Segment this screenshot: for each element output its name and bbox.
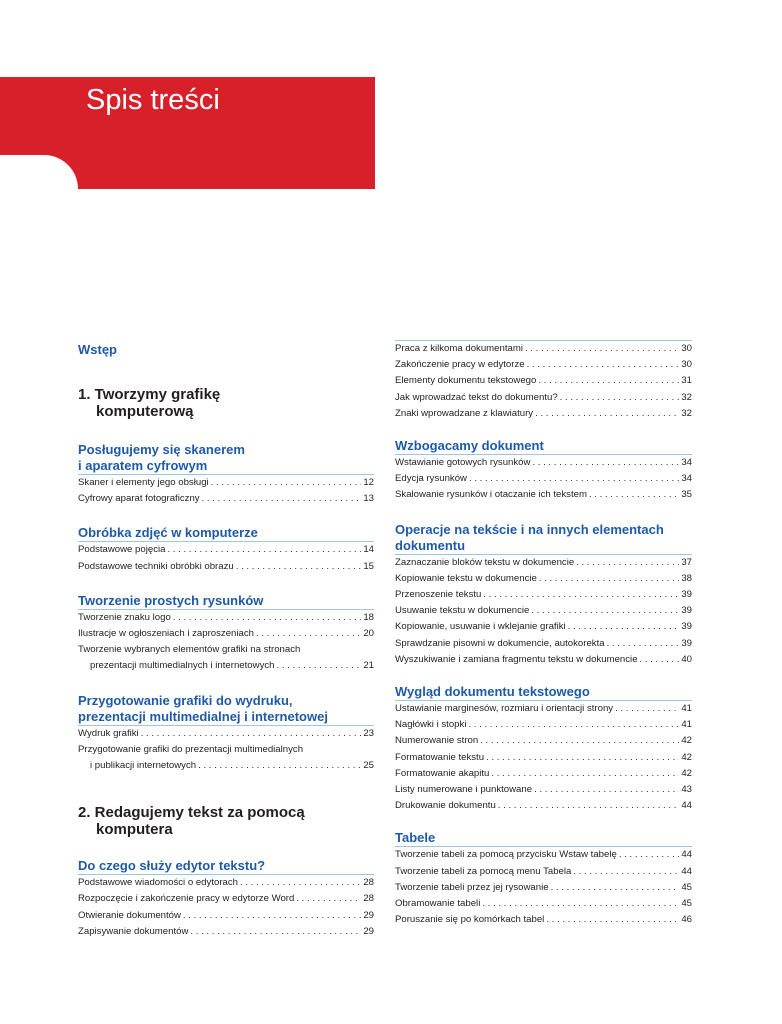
entry-leader (468, 717, 679, 733)
entry-leader (551, 880, 680, 896)
entry-page: 28 (363, 893, 374, 905)
entry-leader (525, 341, 679, 357)
entry-leader (296, 891, 361, 907)
entry-page: 15 (363, 560, 374, 572)
section-heading-line: i aparatem cyfrowym (78, 458, 208, 473)
entry-title: Jak wprowadzać tekst do dokumentu? (395, 391, 558, 403)
entry-title-line1: Tworzenie wybranych elementów grafiki na stronach (78, 644, 301, 656)
toc-entry[interactable] (395, 455, 692, 471)
section-heading-edytor: Do czego służy edytor tekstu? (78, 858, 266, 874)
entry-page: 13 (363, 493, 374, 505)
toc-entry[interactable] (395, 766, 692, 782)
entry-leader (167, 542, 361, 558)
toc-entry[interactable] (78, 908, 374, 924)
entry-title: Zaznaczanie bloków tekstu w dokumencie (395, 556, 575, 568)
entry-title: Ilustracje w ogłoszeniach i zaproszeniach (78, 628, 254, 640)
entry-title: Rozpoczęcie i zakończenie pracy w edytorze Word (78, 893, 295, 905)
toc-entry[interactable] (395, 847, 692, 863)
entry-page: 30 (681, 359, 692, 371)
entry-page: 32 (681, 391, 692, 403)
entry-title: Poruszanie się po komórkach tabel (395, 914, 545, 926)
section-heading-wstep: Wstęp (78, 342, 117, 357)
entry-leader (589, 487, 679, 503)
entry-leader (469, 471, 679, 487)
entry-page: 44 (681, 800, 692, 812)
entry-leader (480, 733, 679, 749)
toc-right-column (395, 340, 692, 928)
toc-entry[interactable] (395, 390, 692, 406)
toc-entry[interactable] (395, 571, 692, 587)
entry-title: Cyfrowy aparat fotograficzny (78, 493, 200, 505)
entry-page: 23 (363, 727, 374, 739)
entry-page: 28 (363, 877, 374, 889)
entry-leader (535, 406, 679, 422)
section-heading-skaner (78, 442, 374, 474)
section-heading-line: dokumentu (395, 537, 466, 553)
entry-page: 39 (681, 589, 692, 601)
toc-entry[interactable] (395, 750, 692, 766)
toc-entry[interactable] (395, 717, 692, 733)
toc-entry-multiline[interactable] (78, 642, 374, 674)
entry-title-line2: prezentacji multimedialnych i internetowych (90, 660, 275, 672)
chapter-2-title-line1: 2. Redagujemy tekst za pomocą (78, 804, 305, 822)
entry-page: 34 (681, 473, 692, 485)
entry-leader (546, 912, 679, 928)
entry-leader (573, 864, 679, 880)
toc-entry[interactable] (395, 487, 692, 503)
entry-leader (141, 726, 362, 742)
entry-leader (240, 875, 361, 891)
page-title: Spis treści (86, 84, 220, 116)
entry-page: 20 (363, 628, 374, 640)
entry-page: 35 (681, 489, 692, 501)
entry-title: Podstawowe pojęcia (78, 544, 166, 556)
toc-entry[interactable] (395, 896, 692, 912)
entry-title: Praca z kilkoma dokumentami (395, 343, 523, 354)
entry-title: Podstawowe techniki obróbki obrazu (78, 560, 234, 572)
entry-page: 39 (681, 605, 692, 617)
toc-entry[interactable] (395, 864, 692, 880)
toc-entry[interactable] (395, 912, 692, 928)
entry-page: 12 (363, 477, 374, 488)
entry-title: Obramowanie tabeli (395, 898, 481, 910)
entry-leader (534, 782, 679, 798)
entry-title: Wyszukiwanie i zamiana fragmentu tekstu w dokumencie (395, 653, 638, 665)
entry-title: Znaki wprowadzane z klawiatury (395, 407, 534, 419)
toc-entry[interactable] (78, 542, 374, 558)
toc-entry-multiline[interactable] (78, 742, 374, 774)
entry-page: 44 (681, 865, 692, 877)
entry-title: Skalowanie rysunków i otaczanie ich tekstem (395, 489, 587, 501)
entry-title: Drukowanie dokumentu (395, 800, 496, 812)
chapter-1-title-line2: komputerową (96, 403, 194, 420)
entry-title: Tworzenie tabeli za pomocą menu Tabela (395, 865, 572, 877)
toc-entry[interactable] (395, 652, 692, 668)
entry-leader (491, 766, 679, 782)
entry-title: Otwieranie dokumentów (78, 909, 181, 921)
entry-leader (498, 798, 680, 814)
chapter-1-title-line1: 1. Tworzymy grafikę (78, 386, 221, 403)
entry-leader (277, 658, 362, 674)
entry-title: Skaner i elementy jego obsługi (78, 477, 209, 488)
entry-title: Elementy dokumentu tekstowego (395, 375, 537, 387)
entry-page: 40 (681, 653, 692, 665)
entry-title: Nagłówki i stopki (395, 719, 467, 731)
entry-title: Tworzenie tabeli za pomocą przycisku Wstaw tabelę (395, 849, 617, 861)
toc-entry[interactable] (78, 475, 374, 491)
entry-page: 41 (681, 719, 692, 731)
toc-entry[interactable] (78, 491, 374, 507)
entry-title: Listy numerowane i punktowane (395, 784, 533, 796)
chapter-2-title (78, 804, 374, 838)
section-heading-operacje (395, 522, 692, 554)
entry-leader (236, 559, 362, 575)
entry-page: 41 (681, 703, 692, 715)
section-heading-przygotowanie (78, 693, 374, 725)
toc-entry[interactable] (395, 701, 692, 717)
entry-title: Numerowanie stron (395, 735, 479, 747)
entry-title: Przenoszenie tekstu (395, 589, 482, 601)
entry-page: 43 (681, 784, 692, 796)
entry-leader (173, 610, 362, 626)
section-heading-wyglad: Wygląd dokumentu tekstowego (395, 684, 590, 700)
entry-page: 42 (681, 767, 692, 779)
section-heading-line: Posługujemy się skanerem (78, 442, 245, 457)
entry-leader (532, 455, 679, 471)
entry-leader (607, 636, 680, 652)
entry-title: Zakończenie pracy w edytorze (395, 359, 525, 371)
toc-entry[interactable] (395, 341, 692, 357)
entry-title: Edycja rysunków (395, 473, 467, 485)
entry-title: Zapisywanie dokumentów (78, 925, 189, 937)
entry-page: 14 (363, 544, 374, 556)
entry-page: 42 (681, 735, 692, 747)
entry-page: 31 (681, 375, 692, 387)
entry-leader (640, 652, 680, 668)
section-heading-wzbogacamy: Wzbogacamy dokument (395, 438, 544, 454)
entry-title: Kopiowanie, usuwanie i wklejanie grafiki (395, 621, 566, 633)
toc-entry[interactable] (395, 880, 692, 896)
toc-entry[interactable] (395, 798, 692, 814)
entry-page: 46 (681, 914, 692, 926)
entry-title-line1: Przygotowanie grafiki do prezentacji multimedialnych (78, 743, 304, 755)
toc-entry[interactable] (78, 891, 374, 907)
toc-entry[interactable] (395, 587, 692, 603)
toc-entry[interactable] (78, 610, 374, 626)
entry-title: Tworzenie tabeli przez jej rysowanie (395, 881, 549, 893)
entry-title: Formatowanie tekstu (395, 751, 485, 763)
entry-page: 39 (681, 621, 692, 633)
chapter-1-title (78, 386, 374, 420)
toc-entry[interactable] (78, 726, 374, 742)
entry-leader (538, 373, 679, 389)
entry-leader (568, 619, 680, 635)
toc-entry[interactable] (395, 603, 692, 619)
entry-title: Tworzenie znaku logo (78, 611, 171, 623)
entry-page: 30 (681, 343, 692, 354)
entry-page: 25 (363, 760, 374, 772)
entry-leader (539, 571, 679, 587)
toc-left-column (78, 340, 374, 940)
entry-page: 32 (681, 407, 692, 419)
entry-title: Podstawowe wiadomości o edytorach (78, 877, 238, 889)
toc-entry[interactable] (395, 357, 692, 373)
entry-page: 38 (681, 572, 692, 584)
entry-page: 21 (363, 660, 374, 672)
entry-leader (576, 555, 679, 571)
toc-entry[interactable] (78, 626, 374, 642)
entry-page: 39 (681, 637, 692, 649)
entry-leader (619, 847, 680, 863)
entry-title: Kopiowanie tekstu w dokumencie (395, 572, 537, 584)
entry-page: 29 (363, 909, 374, 921)
entry-leader (483, 587, 679, 603)
entry-leader (190, 924, 361, 940)
entry-title: Formatowanie akapitu (395, 767, 490, 779)
entry-page: 18 (363, 611, 374, 623)
entry-page: 44 (681, 849, 692, 861)
section-heading-line: prezentacji multimedialnej i internetowej (78, 708, 328, 724)
entry-leader (560, 390, 680, 406)
entry-title: Wstawianie gotowych rysunków (395, 457, 531, 469)
entry-title: Wydruk grafiki (78, 727, 139, 739)
chapter-2-title-line2: komputera (96, 821, 173, 839)
entry-leader (202, 491, 362, 507)
entry-page: 29 (363, 925, 374, 937)
toc-entry[interactable] (395, 406, 692, 422)
entry-title-line2: i publikacji internetowych (90, 760, 197, 772)
entry-leader (198, 758, 361, 774)
entry-page: 45 (681, 898, 692, 910)
toc-entry[interactable] (395, 636, 692, 652)
entry-leader (211, 475, 362, 491)
toc-entry[interactable] (395, 471, 692, 487)
toc-entry[interactable] (78, 875, 374, 891)
section-heading-line: Przygotowanie grafiki do wydruku, (78, 692, 293, 708)
toc-entry[interactable] (78, 559, 374, 575)
entry-title: Usuwanie tekstu w dokumencie (395, 605, 530, 617)
entry-leader (615, 701, 679, 717)
toc-entry[interactable] (395, 619, 692, 635)
toc-entry[interactable] (395, 373, 692, 389)
entry-leader (256, 626, 361, 642)
toc-entry[interactable] (395, 555, 692, 571)
section-heading-line: Operacje na tekście i na innych elementach (395, 521, 664, 537)
entry-title: Ustawianie marginesów, rozmiaru i orientacji strony (395, 703, 614, 715)
section-heading-rysunki: Tworzenie prostych rysunków (78, 592, 264, 608)
entry-leader (183, 908, 361, 924)
toc-entry[interactable] (395, 733, 692, 749)
entry-leader (527, 357, 680, 373)
entry-page: 42 (681, 751, 692, 763)
entry-leader (486, 750, 679, 766)
section-heading-tabele: Tabele (395, 830, 436, 846)
toc-entry[interactable] (395, 782, 692, 798)
entry-title: Sprawdzanie pisowni w dokumencie, autokorekta (395, 637, 605, 649)
entry-page: 37 (681, 556, 692, 568)
entry-page: 34 (681, 457, 692, 469)
entry-leader (531, 603, 679, 619)
toc-entry[interactable] (78, 924, 374, 940)
entry-leader (482, 896, 679, 912)
entry-page: 45 (681, 881, 692, 893)
section-heading-obrobka: Obróbka zdjęć w komputerze (78, 525, 258, 541)
